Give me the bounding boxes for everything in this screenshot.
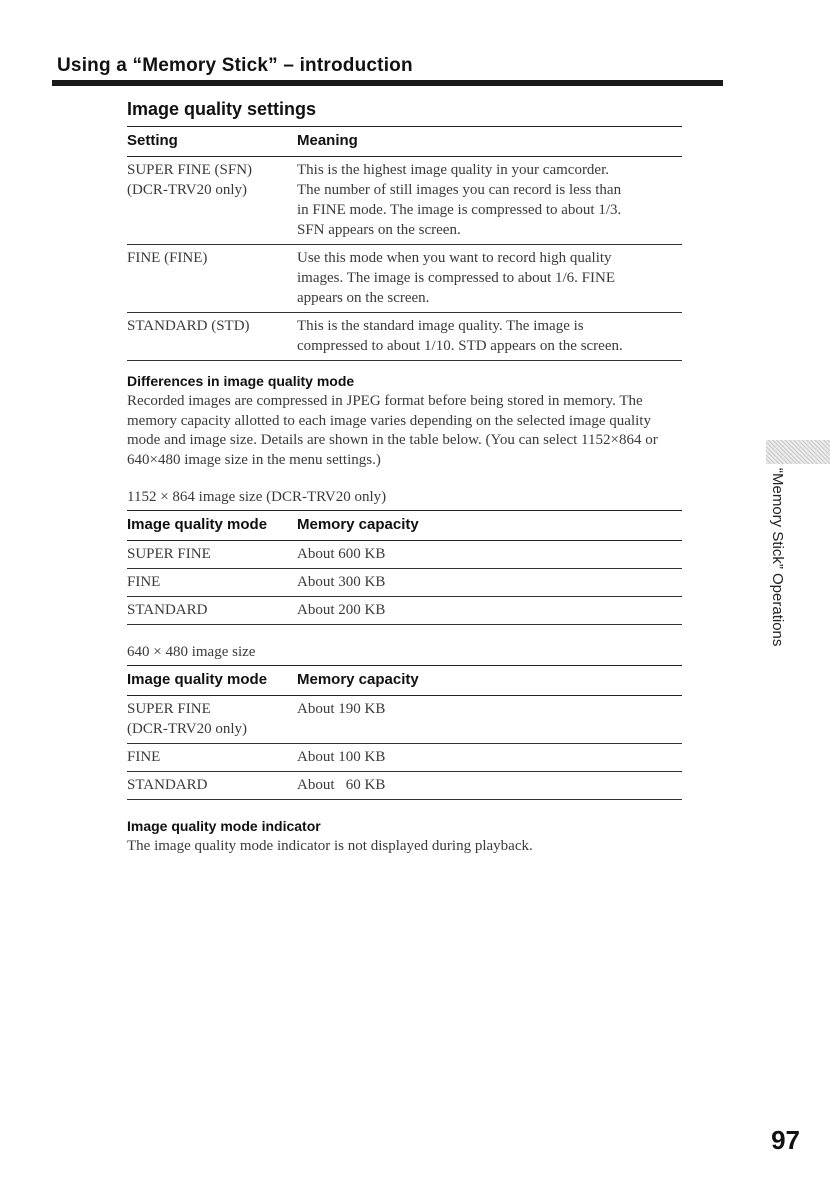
cell-line: images. The image is compressed to about 1/6. FINE — [297, 270, 615, 286]
table-row — [127, 157, 682, 245]
indicator-paragraph: The image quality mode indicator is not displayed during playback. — [127, 838, 533, 854]
table-row — [127, 245, 682, 313]
meaning-cell — [297, 316, 682, 356]
cell-line: SUPER FINE — [127, 701, 211, 717]
mode-cell: SUPER FINE — [127, 546, 211, 562]
setting-cell — [127, 316, 297, 356]
cell-line: in FINE mode. The image is compressed to about 1/3. — [297, 202, 622, 218]
capacity-cell: About 190 KB — [297, 701, 386, 717]
capacity-table-1152 — [127, 510, 682, 625]
settings-table — [127, 126, 682, 361]
capacity-cell: About 60 KB — [297, 777, 386, 793]
capacity-table-640 — [127, 665, 682, 800]
differences-paragraph — [127, 392, 757, 470]
cell-line: SFN appears on the screen. — [297, 222, 461, 238]
paragraph-line: Recorded images are compressed in JPEG format before being stored in memory. The — [127, 393, 643, 409]
capacity-cell: About 300 KB — [297, 574, 386, 590]
cell-line: FINE (FINE) — [127, 250, 208, 266]
settings-table-header — [127, 126, 682, 157]
paragraph-line: memory capacity allotted to each image varies depending on the selected image quality — [127, 412, 651, 429]
table-row — [127, 313, 682, 361]
table-row — [127, 744, 682, 772]
capacity-cell: About 100 KB — [297, 749, 386, 765]
cell-line: The number of still images you can record is less than — [297, 182, 622, 198]
meaning-cell — [297, 160, 682, 240]
page-number: 97 — [771, 1125, 800, 1155]
table-row — [127, 541, 682, 569]
table-row — [127, 772, 682, 800]
cell-line: (DCR-TRV20 only) — [127, 721, 248, 737]
setting-cell — [127, 160, 297, 240]
cell-line: This is the standard image quality. The image is — [297, 318, 584, 334]
capacity-cell: About 600 KB — [297, 546, 386, 562]
mode-cell: STANDARD — [127, 777, 208, 793]
table-1152-caption: 1152 × 864 image size (DCR-TRV20 only) — [127, 489, 387, 505]
table-640-caption: 640 × 480 image size — [127, 644, 256, 660]
capacity-table-header — [127, 510, 682, 541]
indicator-heading: Image quality mode indicator — [127, 818, 321, 834]
cell-line: Use this mode when you want to record high quality — [297, 250, 612, 266]
paragraph-line: 640×480 image size in the menu settings.) — [127, 451, 381, 468]
header-rule — [52, 80, 723, 86]
table-row — [127, 597, 682, 625]
header-capacity: Memory capacity — [297, 671, 419, 688]
capacity-table-header — [127, 665, 682, 696]
page-header-title: Using a “Memory Stick” – introduction — [57, 55, 413, 76]
side-tab-bar — [766, 440, 830, 464]
cell-line: compressed to about 1/10. STD appears on the screen. — [297, 338, 623, 354]
header-meaning: Meaning — [297, 132, 358, 149]
setting-cell — [127, 248, 297, 308]
header-mode: Image quality mode — [127, 516, 268, 533]
section-title: Image quality settings — [127, 99, 317, 119]
mode-cell: STANDARD — [127, 602, 208, 618]
header-capacity: Memory capacity — [297, 516, 419, 533]
cell-line: This is the highest image quality in your camcorder. — [297, 162, 610, 178]
table-row — [127, 569, 682, 597]
capacity-cell: About 200 KB — [297, 602, 386, 618]
table-row — [127, 696, 682, 744]
mode-cell: FINE — [127, 749, 161, 765]
mode-cell — [127, 699, 297, 739]
side-tab-text: “Memory Stick” Operations — [769, 468, 786, 647]
meaning-cell — [297, 248, 682, 308]
differences-heading: Differences in image quality mode — [127, 373, 355, 389]
side-tab-label — [766, 468, 786, 653]
cell-line: appears on the screen. — [297, 290, 430, 306]
mode-cell: FINE — [127, 574, 161, 590]
header-mode: Image quality mode — [127, 671, 268, 688]
cell-line: STANDARD (STD) — [127, 318, 250, 334]
header-setting: Setting — [127, 132, 178, 149]
paragraph-line: mode and image size. Details are shown in the table below. (You can select 1152×864 or — [127, 432, 658, 448]
cell-line: SUPER FINE (SFN) — [127, 162, 253, 178]
cell-line: (DCR-TRV20 only) — [127, 182, 248, 198]
